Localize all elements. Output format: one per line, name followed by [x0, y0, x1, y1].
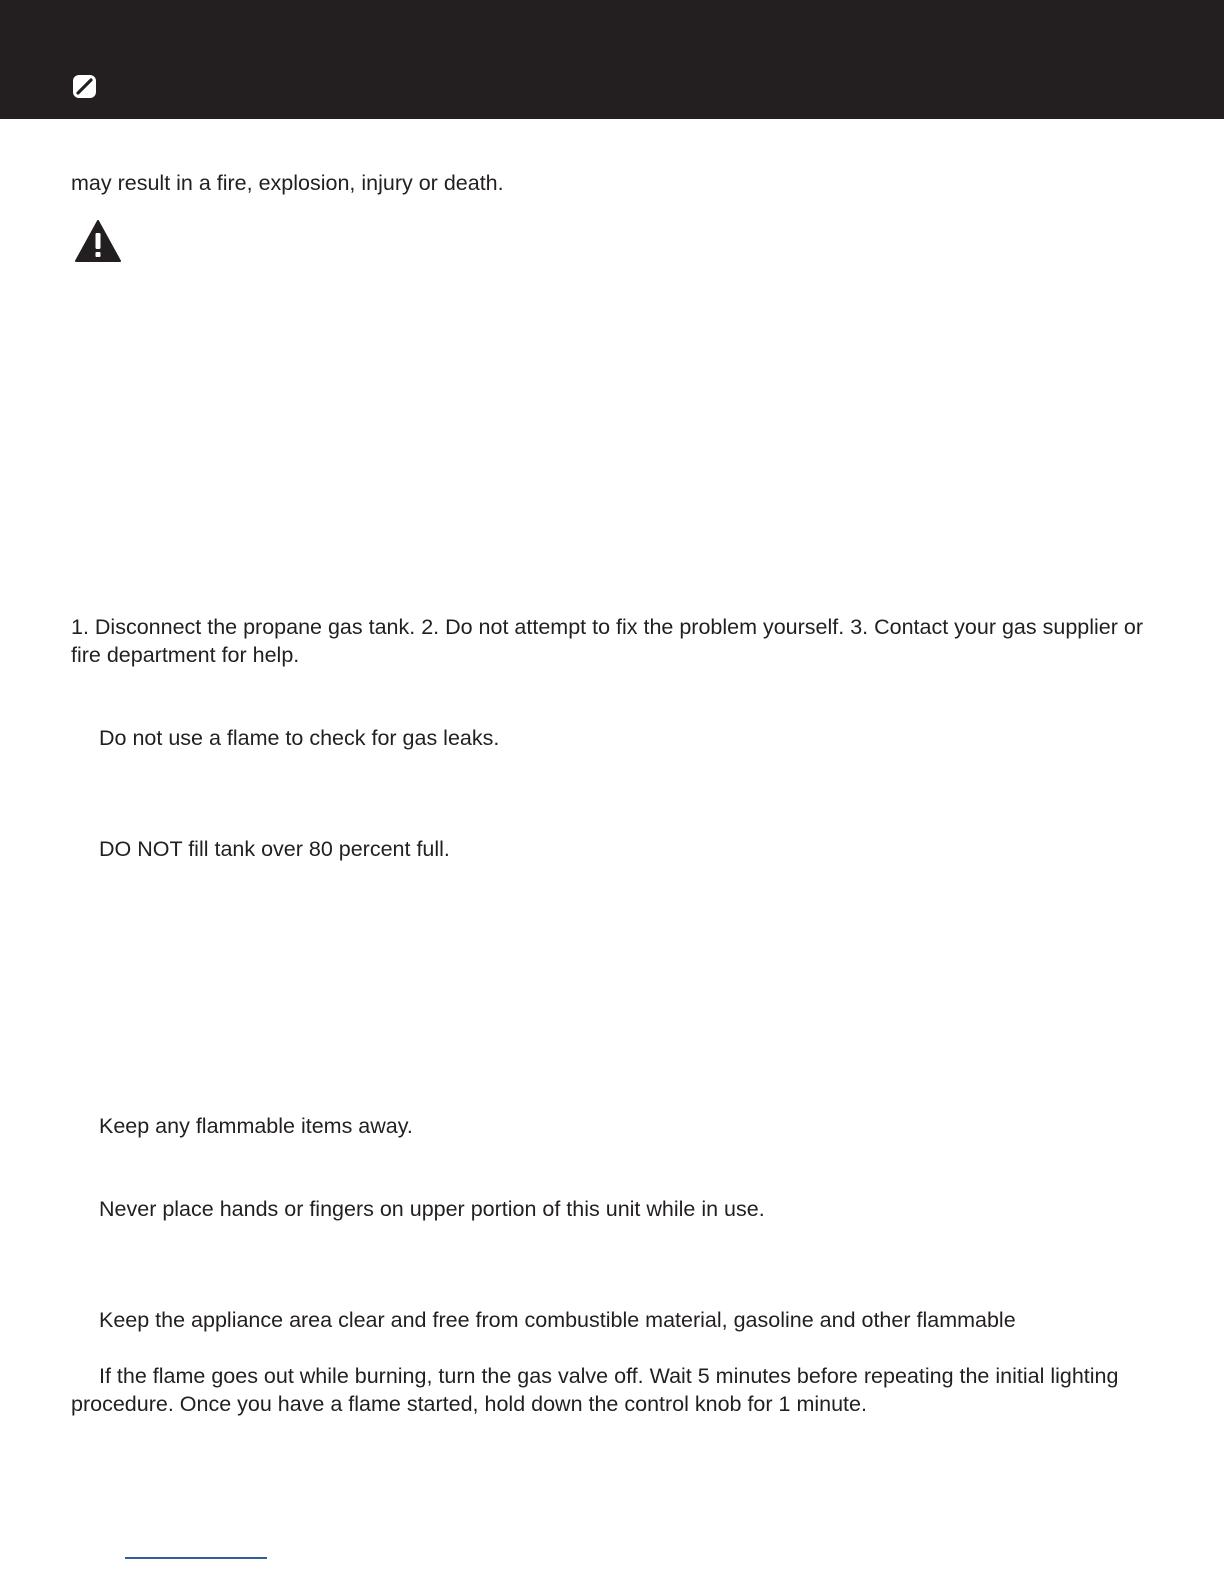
warning-triangle-icon: [74, 219, 122, 263]
fill-limit-text: DO NOT fill tank over 80 percent full.: [99, 837, 450, 861]
intro-line: may result in a fire, explosion, injury or death.: [71, 171, 504, 195]
flame-out-text: If the flame goes out while burning, turn the gas valve off. Wait 5 minutes before repeating the initial lighting procedure. Once you have a flame started, hold down the control knob for 1 minute.: [71, 1364, 1119, 1416]
hands-warning-text: Never place hands or fingers on upper portion of this unit while in use.: [99, 1197, 765, 1221]
header-bar: [0, 0, 1224, 119]
gas-leak-steps: 1. Disconnect the propane gas tank. 2. Do not attempt to fix the problem yourself. 3. Contact your gas supplier or fire department for help.: [71, 615, 1143, 667]
no-flame-check-text: Do not use a flame to check for gas leaks.: [99, 726, 500, 750]
footer-rule: [125, 1557, 267, 1559]
flammables-away-text: Keep any flammable items away.: [99, 1114, 413, 1138]
brand-logo-icon: [72, 74, 97, 99]
clear-area-text: Keep the appliance area clear and free from combustible material, gasoline and other flammable: [99, 1308, 1016, 1332]
